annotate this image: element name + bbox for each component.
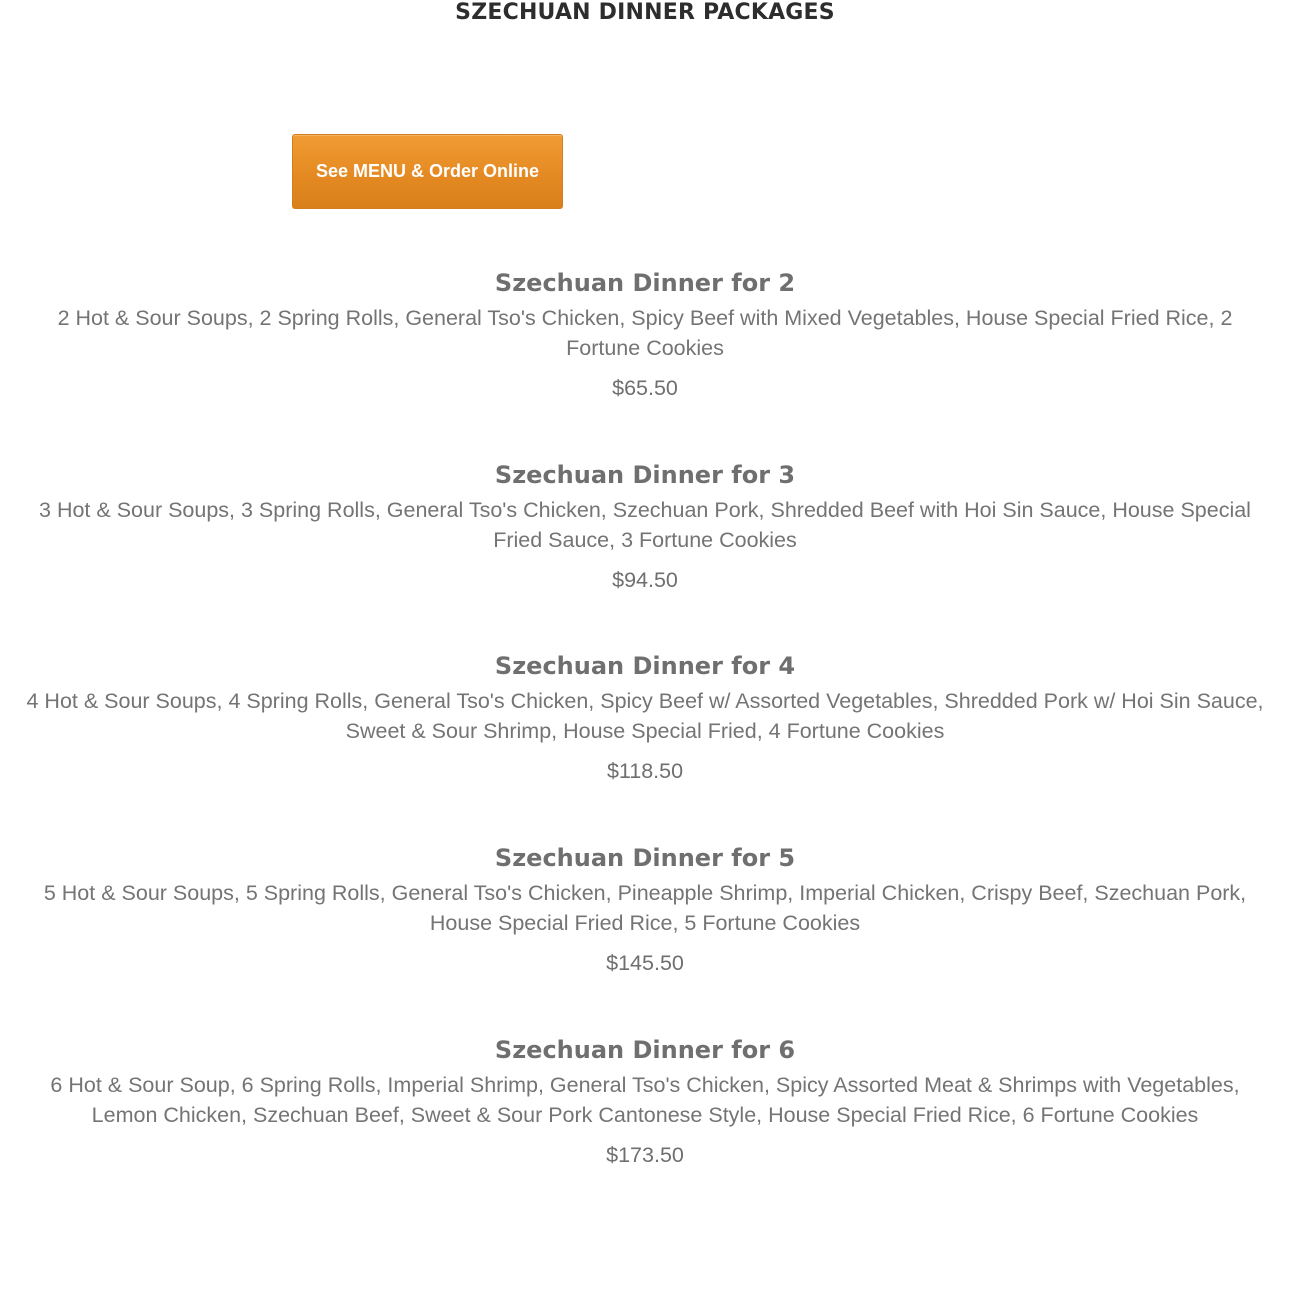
- package-items: 3 Hot & Sour Soups, 3 Spring Rolls, General Tso's Chicken, Szechuan Pork, Shredded Beef with Hoi Sin Sauce, House Special Fried Sauce, 3 Fortune Cookies: [39, 498, 1251, 552]
- package-price: $145.50: [606, 951, 684, 975]
- package-items: 2 Hot & Sour Soups, 2 Spring Rolls, General Tso's Chicken, Spicy Beef with Mixed Vegetables, House Special Fried Rice, 2 Fortune Cookies: [57, 306, 1233, 360]
- package-dinner-for-5: [20, 843, 1270, 978]
- package-price: $65.50: [612, 376, 678, 400]
- package-name: Szechuan Dinner for 5: [494, 844, 796, 872]
- package-name: Szechuan Dinner for 4: [494, 652, 796, 680]
- package-name: Szechuan Dinner for 2: [494, 269, 796, 297]
- package-price: $94.50: [612, 568, 678, 592]
- package-dinner-for-2: [20, 268, 1270, 403]
- package-name: Szechuan Dinner for 3: [494, 461, 796, 489]
- package-dinner-for-3: [20, 460, 1270, 595]
- package-price: $118.50: [606, 759, 684, 783]
- package-dinner-for-6: [20, 1035, 1270, 1170]
- page-title: SZECHUAN DINNER PACKAGES: [455, 0, 835, 25]
- order-online-button[interactable]: See MENU & Order Online: [292, 134, 563, 209]
- package-items: 4 Hot & Sour Soups, 4 Spring Rolls, General Tso's Chicken, Spicy Beef w/ Assorted Vegetables, Shredded Pork w/ Hoi Sin Sauce, Sweet & Sour Shrimp, House Special Fried, 4 Fortune Cookies: [26, 689, 1264, 743]
- package-name: Szechuan Dinner for 6: [494, 1036, 796, 1064]
- package-items: 5 Hot & Sour Soups, 5 Spring Rolls, General Tso's Chicken, Pineapple Shrimp, Imperial Chicken, Crispy Beef, Szechuan Pork, House Special Fried Rice, 5 Fortune Cookies: [43, 881, 1247, 935]
- package-dinner-for-4: [20, 651, 1270, 786]
- package-items: 6 Hot & Sour Soup, 6 Spring Rolls, Imperial Shrimp, General Tso's Chicken, Spicy Assorted Meat & Shrimps with Vegetables, Lemon Chicken, Szechuan Beef, Sweet & Sour Pork Cantonese Style, House Special Fried Rice, 6 Fortune Cookies: [50, 1073, 1240, 1127]
- package-price: $173.50: [606, 1143, 684, 1167]
